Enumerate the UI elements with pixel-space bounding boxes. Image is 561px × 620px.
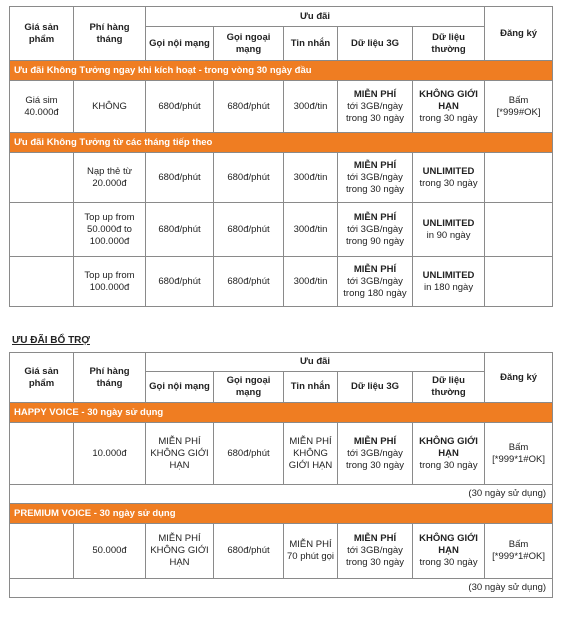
data3g-detail: tới 3GB/ngày trong 30 ngày	[345, 447, 405, 471]
header-fee: Phí hàng tháng	[74, 353, 146, 403]
cell-datanormal	[413, 524, 485, 579]
datanormal-title: UNLIMITED	[422, 165, 475, 177]
usage-note: (30 ngày sử dụng)	[10, 579, 553, 598]
data3g-free: MIỄN PHÍ	[353, 159, 397, 171]
cell-sms: 300đ/tin	[284, 257, 338, 307]
cell-datanormal	[413, 257, 485, 307]
cell-onnet: 680đ/phút	[146, 81, 214, 133]
band-following-months: Ưu đãi Không Tưởng từ các tháng tiếp theo	[10, 133, 553, 153]
datanormal-title: KHÔNG GIỚI HẠN	[419, 435, 478, 459]
datanormal-detail: trong 30 ngày	[419, 459, 478, 471]
cell-data3g	[338, 423, 413, 485]
cell-offnet: 680đ/phút	[214, 257, 284, 307]
cell-register	[485, 203, 553, 257]
data3g-free: MIỄN PHÍ	[353, 435, 397, 447]
cell-data3g	[338, 524, 413, 579]
datanormal-title: KHÔNG GIỚI HẠN	[419, 88, 478, 112]
header-data3g: Dữ liệu 3G	[338, 27, 413, 61]
cell-fee: 10.000đ	[74, 423, 146, 485]
table-row	[10, 423, 553, 485]
section-title-supplementary: ƯU ĐÃI BỔ TRỢ	[12, 335, 90, 346]
cell-price	[10, 153, 74, 203]
data3g-detail: tới 3GB/ngày trong 30 ngày	[345, 545, 405, 568]
datanormal-title: UNLIMITED	[422, 217, 475, 229]
header-sms: Tin nhắn	[284, 27, 338, 61]
band-activation: Ưu đãi Không Tưởng ngay khi kích hoạt - trong vòng 30 ngày đầu	[10, 61, 553, 81]
cell-price	[10, 203, 74, 257]
supplementary-offer-table	[9, 352, 553, 598]
cell-register	[485, 153, 553, 203]
header-offer: Ưu đãi	[146, 353, 485, 372]
cell-onnet: 680đ/phút	[146, 203, 214, 257]
cell-offnet: 680đ/phút	[214, 423, 284, 485]
header-datanormal: Dữ liệu thường	[413, 27, 485, 61]
datanormal-title: KHÔNG GIỚI HẠN	[419, 533, 478, 556]
datanormal-detail: trong 30 ngày	[419, 177, 478, 189]
cell-fee: Nạp thẻ từ 20.000đ	[74, 153, 146, 203]
main-offer-table	[9, 6, 553, 307]
cell-onnet: MIỄN PHÍ KHÔNG GIỚI HẠN	[146, 423, 214, 485]
cell-sms: MIỄN PHÍ KHÔNG GIỚI HẠN	[284, 423, 338, 485]
data3g-free: MIỄN PHÍ	[353, 211, 397, 223]
header-register: Đăng ký	[485, 7, 553, 61]
cell-datanormal	[413, 153, 485, 203]
table-row	[10, 257, 553, 307]
header-price: Giá sản phẩm	[10, 353, 74, 403]
header-register: Đăng ký	[485, 353, 553, 403]
header-datanormal: Dữ liệu thường	[413, 372, 485, 403]
cell-register: Bấm [*999*1#OK]	[485, 423, 553, 485]
cell-register: Bấm [*999*1#OK]	[485, 524, 553, 579]
datanormal-detail: trong 30 ngày	[419, 112, 478, 124]
band-premium-voice: PREMIUM VOICE - 30 ngày sử dụng	[10, 504, 553, 524]
usage-note: (30 ngày sử dụng)	[10, 485, 553, 504]
data3g-detail: tới 3GB/ngày trong 30 ngày	[345, 171, 405, 195]
band-happy-voice: HAPPY VOICE - 30 ngày sử dụng	[10, 403, 553, 423]
header-price: Giá sản phẩm	[10, 7, 74, 61]
cell-data3g	[338, 153, 413, 203]
cell-sms: 300đ/tin	[284, 81, 338, 133]
header-onnet: Gọi nội mạng	[146, 372, 214, 403]
data3g-detail: tới 3GB/ngày trong 180 ngày	[343, 275, 407, 299]
cell-offnet: 680đ/phút	[214, 524, 284, 579]
cell-price	[10, 423, 74, 485]
header-data3g: Dữ liệu 3G	[338, 372, 413, 403]
cell-fee: 50.000đ	[74, 524, 146, 579]
datanormal-title: UNLIMITED	[422, 269, 475, 281]
cell-onnet: MIỄN PHÍ KHÔNG GIỚI HẠN	[146, 524, 214, 579]
datanormal-detail: trong 30 ngày	[419, 557, 478, 568]
cell-register: Bấm [*999#OK]	[485, 81, 553, 133]
table-row	[10, 524, 553, 579]
cell-datanormal	[413, 81, 485, 133]
header-sms: Tin nhắn	[284, 372, 338, 403]
cell-price	[10, 524, 74, 579]
cell-fee: Top up from 50.000đ to 100.000đ	[74, 203, 146, 257]
data3g-free: MIỄN PHÍ	[353, 263, 397, 275]
cell-onnet: 680đ/phút	[146, 153, 214, 203]
datanormal-detail: in 180 ngày	[423, 281, 474, 293]
cell-data3g	[338, 257, 413, 307]
table-row	[10, 153, 553, 203]
cell-data3g	[338, 203, 413, 257]
data3g-free: MIỄN PHÍ	[353, 88, 397, 100]
cell-offnet: 680đ/phút	[214, 81, 284, 133]
cell-offnet: 680đ/phút	[214, 203, 284, 257]
cell-onnet: 680đ/phút	[146, 257, 214, 307]
cell-datanormal	[413, 423, 485, 485]
table-row	[10, 81, 553, 133]
cell-fee: Top up from 100.000đ	[74, 257, 146, 307]
cell-sms: 300đ/tin	[284, 153, 338, 203]
table-row	[10, 203, 553, 257]
cell-sms: MIỄN PHÍ 70 phút gọi	[284, 524, 338, 579]
data3g-detail: tới 3GB/ngày trong 30 ngày	[345, 100, 405, 124]
header-offer: Ưu đãi	[146, 7, 485, 27]
cell-offnet: 680đ/phút	[214, 153, 284, 203]
header-onnet: Gọi nội mạng	[146, 27, 214, 61]
header-offnet: Gọi ngoại mạng	[214, 27, 284, 61]
cell-register	[485, 257, 553, 307]
datanormal-detail: in 90 ngày	[426, 229, 471, 241]
cell-datanormal	[413, 203, 485, 257]
header-offnet: Gọi ngoại mạng	[214, 372, 284, 403]
cell-fee: KHÔNG	[74, 81, 146, 133]
data3g-free: MIỄN PHÍ	[353, 533, 397, 544]
cell-price: Giá sim 40.000đ	[10, 81, 74, 133]
cell-sms: 300đ/tin	[284, 203, 338, 257]
data3g-detail: tới 3GB/ngày trong 90 ngày	[345, 223, 405, 247]
cell-data3g	[338, 81, 413, 133]
header-fee: Phí hàng tháng	[74, 7, 146, 61]
cell-price	[10, 257, 74, 307]
